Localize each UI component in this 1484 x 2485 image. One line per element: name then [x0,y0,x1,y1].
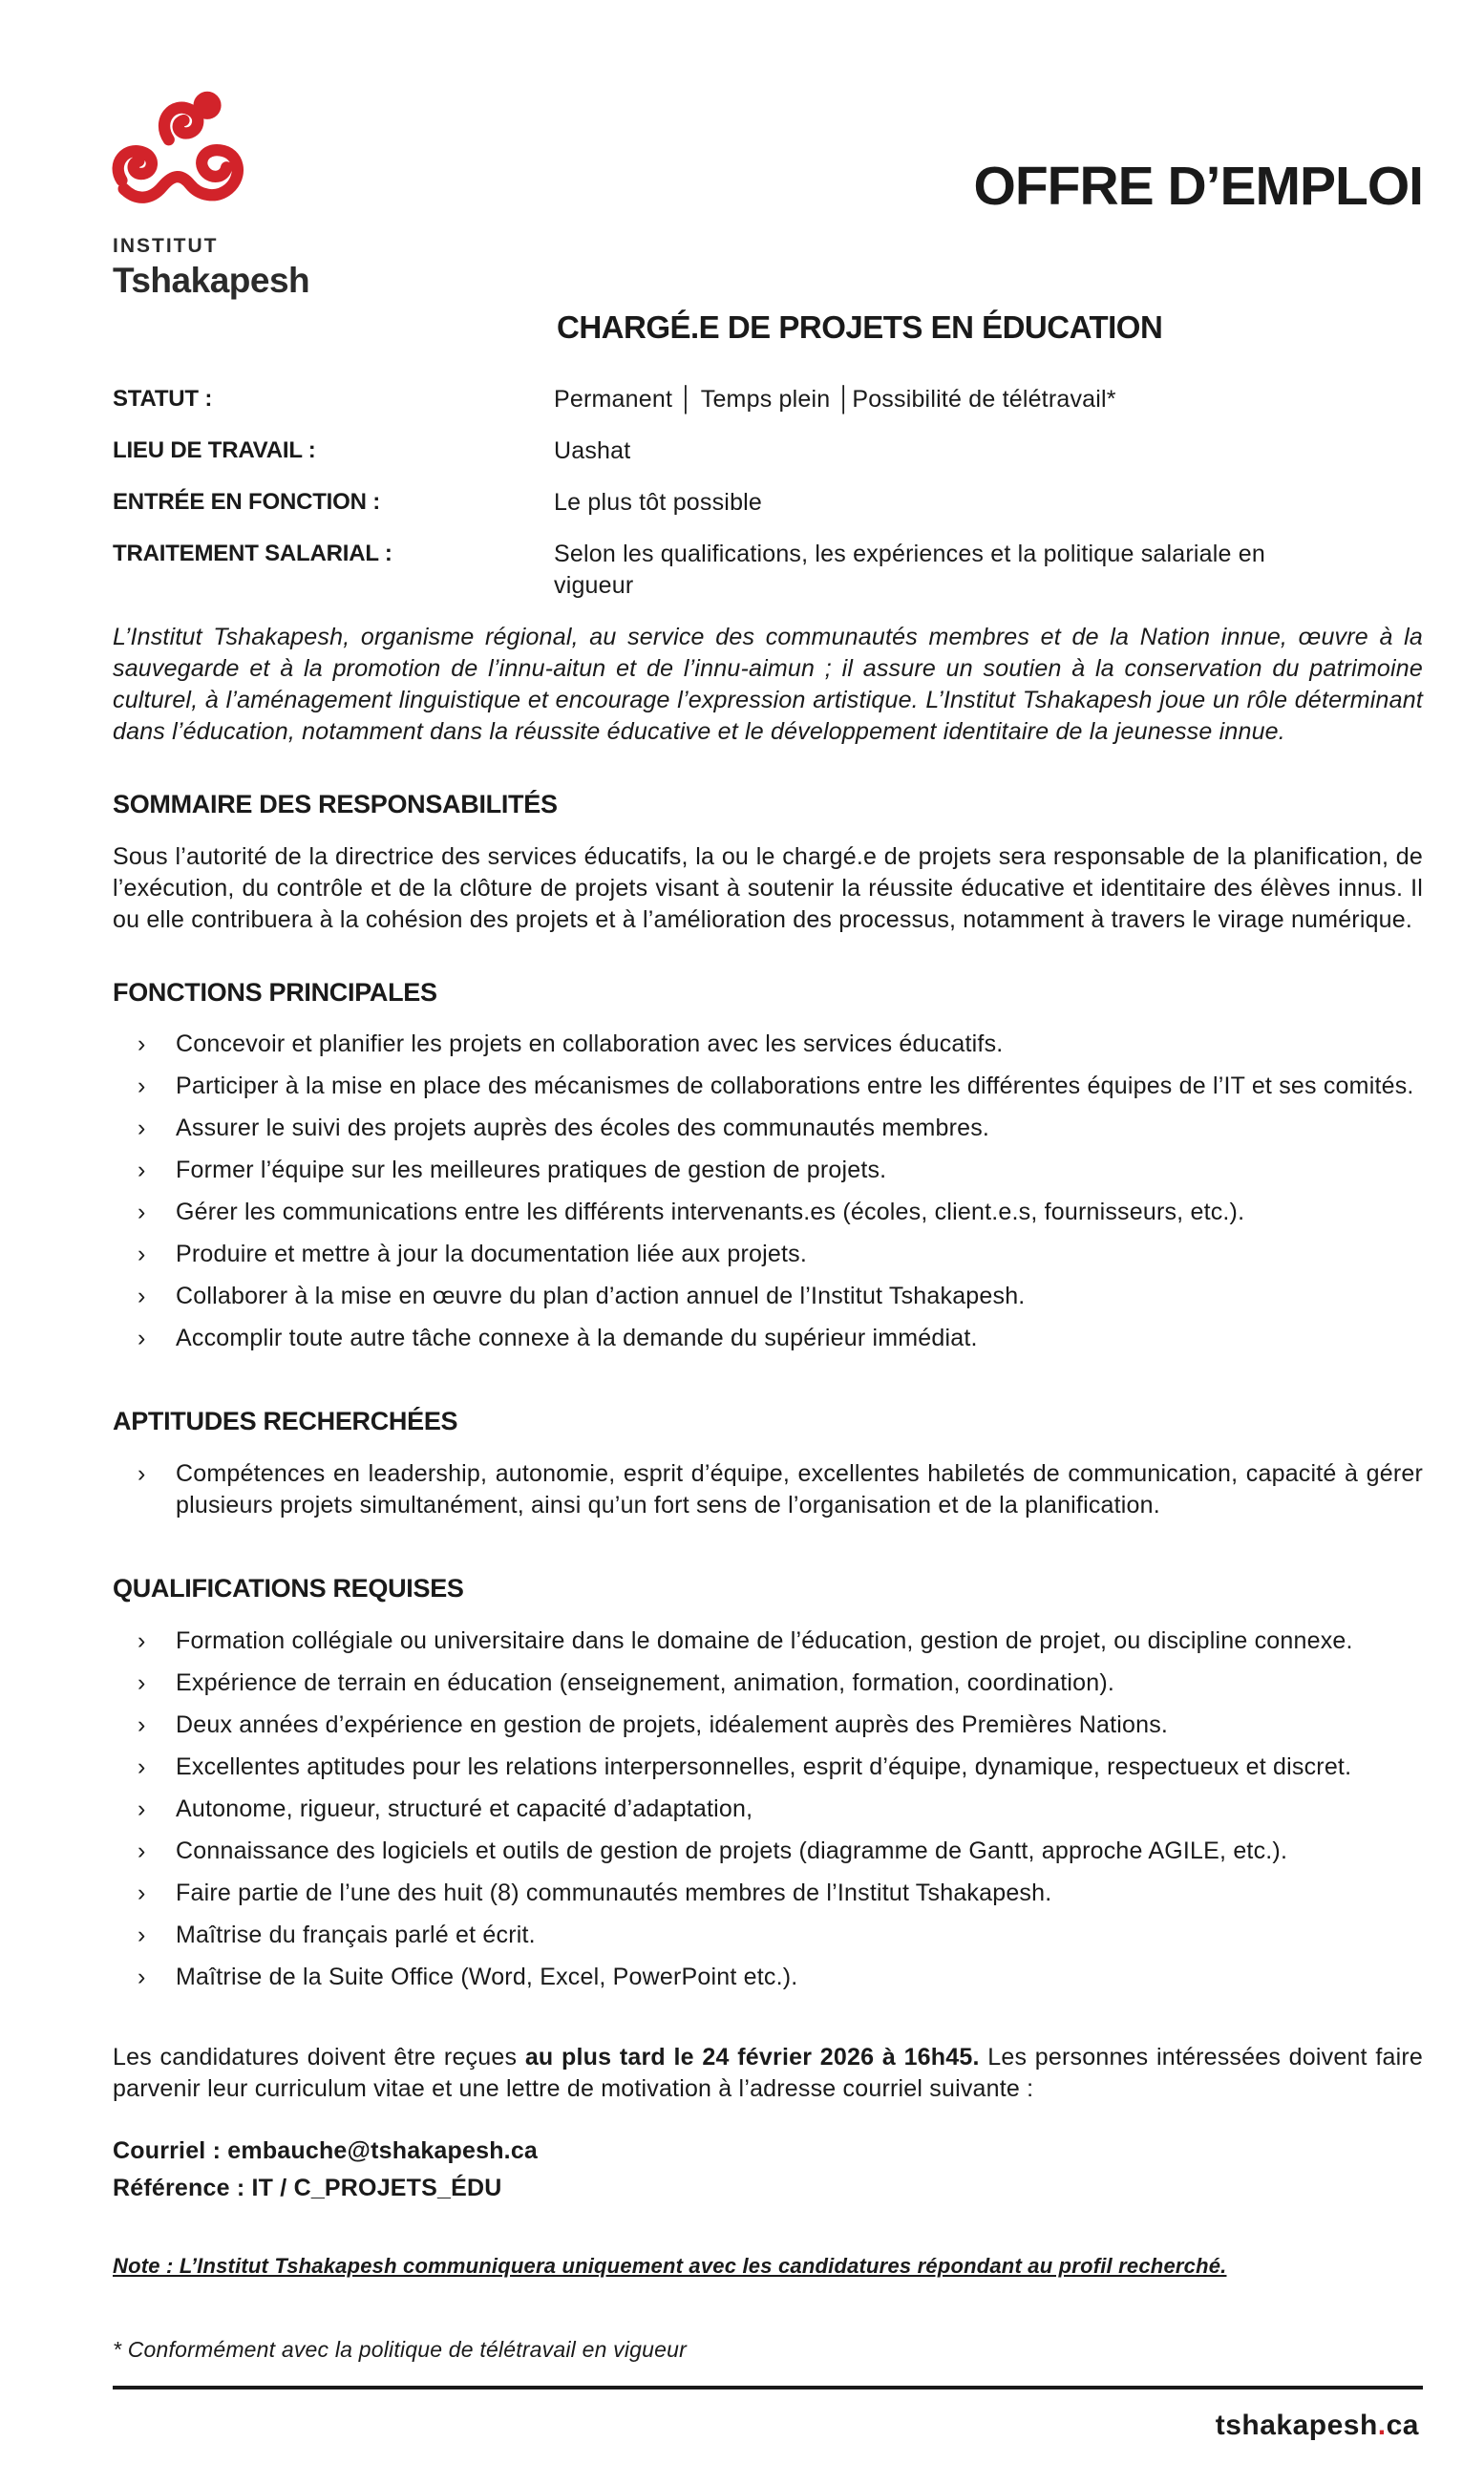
list-item-text: Collaborer à la mise en œuvre du plan d’action annuel de l’Institut Tshakapesh. [176,1283,1026,1310]
list-item [113,1458,1423,1521]
detail-row-statut [113,384,1423,415]
detail-label: ENTRÉE EN FONCTION : [113,489,381,516]
job-title: CHARGÉ.E DE PROJETS EN ÉDUCATION [557,308,1163,345]
list-item-text: Produire et mettre à jour la documentation liée aux projets. [176,1241,807,1268]
list-item-text: Faire partie de l’une des huit (8) communautés membres de l’Institut Tshakapesh. [176,1879,1052,1906]
bullet-icon: › [138,1879,146,1906]
website-tld: ca [1386,2409,1419,2441]
list-item [113,1281,1423,1312]
aptitudes-list [113,1458,1423,1532]
list-item-text: Deux années d’expérience en gestion de projets, idéalement auprès des Premières Nations. [176,1710,1169,1738]
header [113,86,1423,305]
list-item-text: Accomplir toute autre tâche connexe à la demande du supérieur immédiat. [176,1325,978,1352]
bullet-icon: › [138,1459,146,1487]
list-item [113,1962,1423,1993]
list-item-text: Connaissance des logiciels et outils de gestion de projets (diagramme de Gantt, approche AGILE, etc.). [176,1837,1288,1864]
list-item-text: Formation collégiale ou universitaire dans le domaine de l’éducation, gestion de projet, ou discipline connexe. [176,1626,1353,1654]
note-line: Note : L’Institut Tshakapesh communiquera uniquement avec les candidatures répondant au profil recherché. [113,2253,1227,2278]
closing-text-after: Les personnes intéressées doivent faire parvenir leur curriculum vitae et une lettre de motivation à l’adresse courriel suivante : [113,2043,1423,2102]
list-item [113,1836,1423,1867]
list-item-text: Expérience de terrain en éducation (enseignement, animation, formation, coordination). [176,1668,1115,1696]
detail-row-entree [113,487,1423,519]
contact-block [113,2135,1423,2210]
application-instructions [113,2042,1423,2105]
closing-text-before: Les candidatures doivent être reçues [113,2043,525,2071]
logo [113,86,309,305]
job-details [113,384,1423,622]
fonctions-list [113,1029,1423,1365]
detail-row-salaire [113,539,1423,602]
telework-footnote: * Conformément avec la politique de télétravail en vigueur [113,2336,687,2362]
bullet-icon: › [138,1921,146,1948]
list-item [113,1323,1423,1354]
heading-sommaire: SOMMAIRE DES RESPONSABILITÉS [113,790,558,819]
heading-fonctions: FONCTIONS PRINCIPALES [113,977,437,1007]
list-item-text: Maîtrise du français parlé et écrit. [176,1921,536,1948]
list-item-text: Maîtrise de la Suite Office (Word, Excel, PowerPoint etc.). [176,1963,798,1990]
list-item-text: Gérer les communications entre les différents intervenants.es (écoles, client.e.s, fournisseurs, etc.). [176,1199,1245,1226]
intro-paragraph: L’Institut Tshakapesh, organisme régional, au service des communautés membres et de la Nation innue, œuvre à la sauvegarde et à la promotion de l’innu-aitun et de l’innu-aimun ; il assure un soutien à la conservation du patrimoine culturel, à l’aménagement linguistique et encourage l’expression artistique. L’Institut Tshakapesh joue un rôle déterminant dans l’éducation, notamment dans la réussite éducative et le développement identitaire de la jeunesse innue. [113,624,1423,746]
bullet-icon: › [138,1157,146,1184]
bullet-icon: › [138,1199,146,1226]
website-name: tshakapesh [1215,2409,1378,2441]
bullet-icon: › [138,1283,146,1310]
list-item [113,1752,1423,1783]
detail-value: Uashat [554,437,631,465]
reference-code: IT / C_PROJETS_ÉDU [251,2174,502,2201]
list-item-text: Compétences en leadership, autonomie, esprit d’équipe, excellentes habiletés de communication, capacité à gérer plusieurs projets simultanément, ainsi qu’un fort sens de l’organisation et de la planification. [176,1459,1423,1519]
email-address: embauche@tshakapesh.ca [227,2136,539,2164]
list-item [113,1029,1423,1060]
list-item [113,1920,1423,1951]
bullet-icon: › [138,1795,146,1822]
detail-value: Selon les qualifications, les expériences et la politique salariale en vigueur [554,541,1265,600]
footer [113,2386,1423,2485]
list-item [113,1794,1423,1825]
heading-aptitudes: APTITUDES RECHERCHÉES [113,1407,458,1436]
list-item [113,1239,1423,1270]
bullet-icon: › [138,1837,146,1864]
detail-label: STATUT : [113,386,213,413]
list-item-text: Participer à la mise en place des mécanismes de collaborations entre les différentes équipes de l’IT et ses comités. [176,1073,1414,1100]
bullet-icon: › [138,1115,146,1142]
list-item-text: Concevoir et planifier les projets en collaboration avec les services éducatifs. [176,1030,1004,1058]
list-item-text: Assurer le suivi des projets auprès des écoles des communautés membres. [176,1115,990,1142]
deadline-text: au plus tard le 24 février 2026 à 16h45. [524,2043,980,2071]
reference-label: Référence : [113,2174,252,2201]
bullet-icon: › [138,1963,146,1990]
list-item-text: Excellentes aptitudes pour les relations interpersonnelles, esprit d’équipe, dynamique, respectueux et discret. [176,1752,1352,1780]
qualifications-list [113,1625,1423,2004]
sommaire-paragraph: Sous l’autorité de la directrice des services éducatifs, la ou le chargé.e de projets sera responsable de la planification, de l’exécution, du contrôle et de la clôture de projets visant à soutenir la réussite éducative et identitaire des élèves innus. Il ou elle contribuera à la cohésion des projets et à l’amélioration des processus, notamment à travers le virage numérique. [113,842,1423,933]
tshakapesh-swirl-icon [109,86,269,225]
contact-reference-line [113,2173,1423,2204]
heading-qualifications: QUALIFICATIONS REQUISES [113,1573,464,1603]
bullet-icon: › [138,1710,146,1738]
bullet-icon: › [138,1073,146,1100]
list-item-text: Autonome, rigueur, structuré et capacité d’adaptation, [176,1795,753,1822]
contact-email-line [113,2135,1423,2167]
list-item [113,1155,1423,1186]
detail-label: LIEU DE TRAVAIL : [113,437,316,464]
website-dot: . [1377,2409,1387,2441]
list-item [113,1113,1423,1144]
detail-label: TRAITEMENT SALARIAL : [113,541,392,567]
email-label: Courriel : [113,2136,228,2164]
list-item [113,1071,1423,1102]
bullet-icon: › [138,1626,146,1654]
list-item [113,1878,1423,1909]
detail-row-lieu [113,435,1423,467]
logo-name-text: Tshakapesh [113,260,310,300]
list-item [113,1667,1423,1699]
list-item-text: Former l’équipe sur les meilleures pratiques de gestion de projets. [176,1157,887,1184]
bullet-icon: › [138,1752,146,1780]
bullet-icon: › [138,1030,146,1058]
bullet-icon: › [138,1325,146,1352]
bullet-icon: › [138,1668,146,1696]
detail-value: Permanent │ Temps plein │Possibilité de télétravail* [554,386,1116,414]
detail-value: Le plus tôt possible [554,489,763,517]
logo-institut-text: INSTITUT [113,235,219,257]
list-item [113,1625,1423,1657]
list-item [113,1710,1423,1741]
bullet-icon: › [138,1241,146,1268]
document-title: OFFRE D’EMPLOI [973,156,1423,217]
list-item [113,1197,1423,1228]
